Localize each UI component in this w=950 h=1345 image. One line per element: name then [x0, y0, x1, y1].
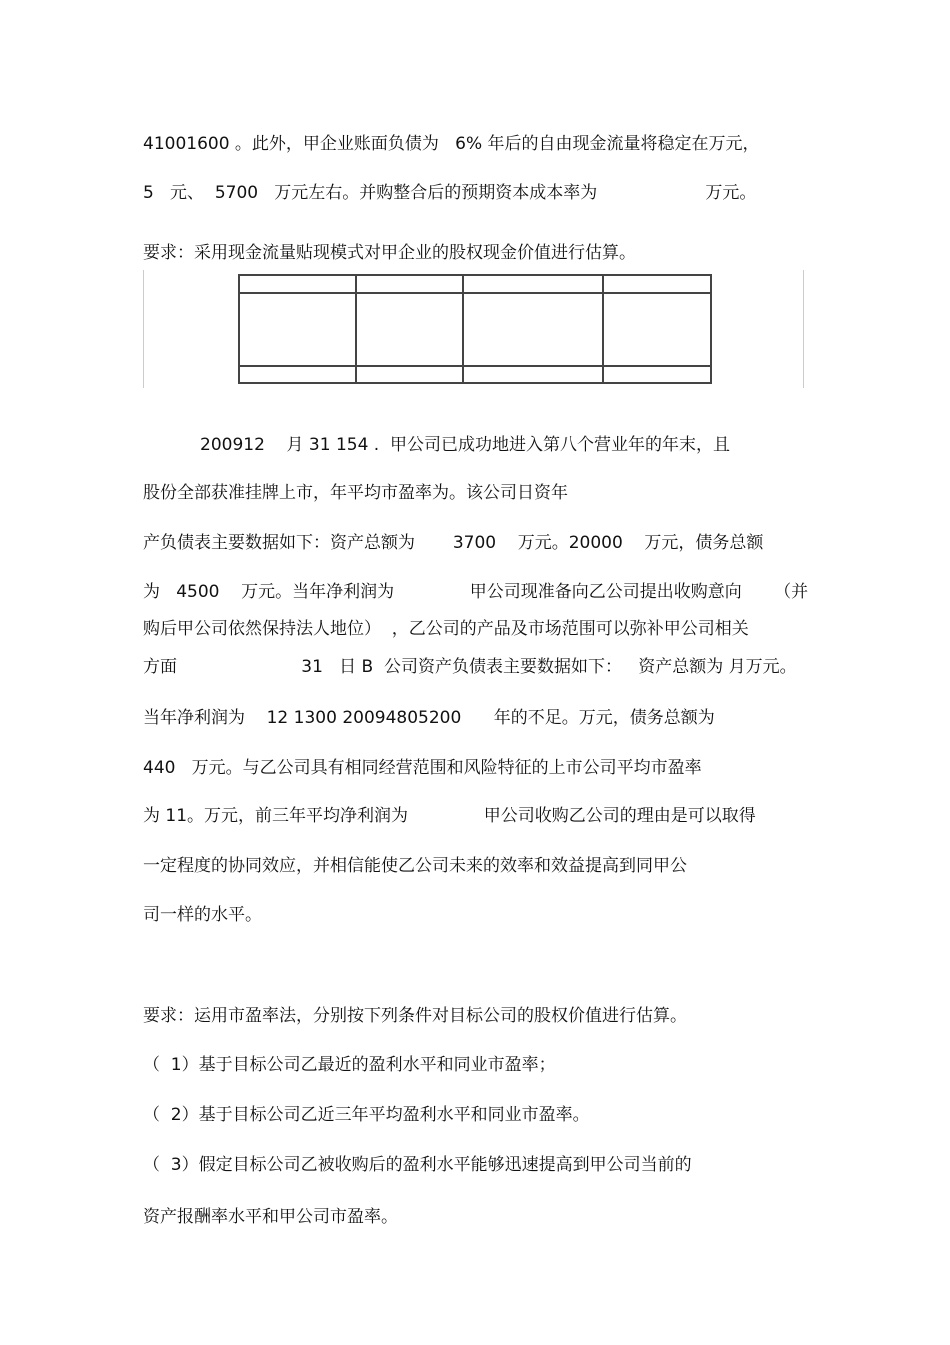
requirement-heading-1: 要求：采用现金流量贴现模式对甲企业的股权现金价值进行估算。	[143, 243, 636, 263]
text-line-8: 购后甲公司依然保持法人地位） ，乙公司的产品及市场范围可以弥补甲公司相关	[143, 619, 749, 639]
text-line-12: 为 11。万元，前三年平均净利润为 甲公司收购乙公司的理由是可以取得	[143, 806, 756, 826]
condition-2: （ 2）基于目标公司乙近三年平均盈利水平和同业市盈率。	[143, 1105, 590, 1125]
table-grid	[239, 275, 711, 383]
condition-1: （ 1）基于目标公司乙最近的盈利水平和同业市盈率；	[143, 1055, 556, 1075]
text-line-7: 为 4500 万元。当年净利润为 甲公司现准备向乙公司提出收购意向 （并	[143, 582, 809, 602]
text-line-14: 司一样的水平。	[143, 905, 262, 925]
condition-3: （ 3）假定目标公司乙被收购后的盈利水平能够迅速提高到甲公司当前的	[143, 1155, 692, 1175]
text-line-11: 440 万元。与乙公司具有相同经营范围和风险特征的上市公司平均市盈率	[143, 758, 702, 778]
text-line-5: 股份全部获准挂牌上市，年平均市盈率为。该公司日资年	[143, 483, 568, 503]
text-line-4: 200912 月 31 154 . 甲公司已成功地进入第八个营业年的年末，且	[200, 435, 731, 455]
text-line-10: 当年净利润为 12 1300 20094805200 年的不足。万元，债务总额为	[143, 708, 715, 728]
requirement-heading-2: 要求：运用市盈率法，分别按下列条件对目标公司的股权价值进行估算。	[143, 1006, 687, 1026]
text-line-6: 产负债表主要数据如下：资产总额为 3700 万元。20000 万元，债务总额	[143, 533, 764, 553]
text-line-9: 方面 31 日 B 公司资产负债表主要数据如下： 资产总额为 月万元。	[143, 657, 797, 677]
table-frame-edges	[144, 270, 804, 388]
empty-table	[143, 270, 804, 388]
text-line-1: 41001600 。此外，甲企业账面负债为 6% 年后的自由现金流量将稳定在万元，	[143, 134, 760, 154]
text-line-2: 5 元、 5700 万元左右。并购整合后的预期资本成本率为 万元。	[143, 183, 757, 203]
condition-3-continued: 资产报酬率水平和甲公司市盈率。	[143, 1207, 398, 1227]
text-line-13: 一定程度的协同效应，并相信能使乙公司未来的效率和效益提高到同甲公	[143, 856, 687, 876]
